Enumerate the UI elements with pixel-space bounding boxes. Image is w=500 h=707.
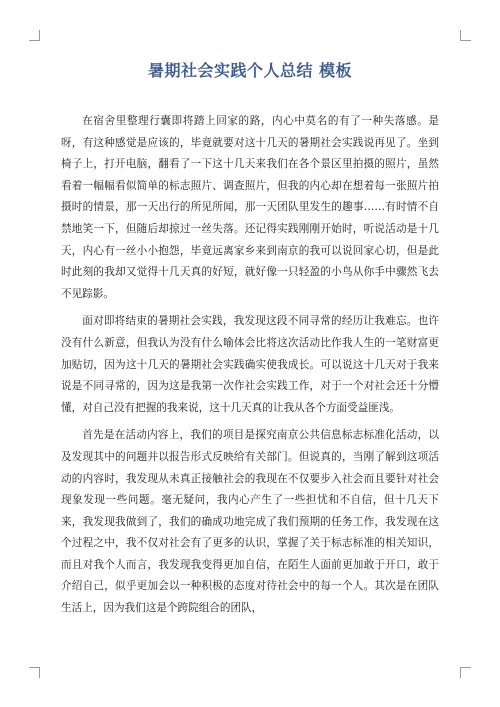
crop-mark-top-left — [29, 30, 40, 41]
paragraph-2: 面对即将结束的暑期社会实践，我发现这段不同寻常的经历让我难忘。也许没有什么新意，但我认为没有什么喻体会比将这次活动比作我人生的一笔财富更加贴切，因为这十几天的暑期社会实践确实使我成长。可以说这十几天对于我来说是不同寻常的，因为这是我第一次作社会实践工作，对于一个对社会还十分懵懂，对自己没有把握的我来说，这十几天真的让我从各个方面受益匪浅。 — [61, 315, 439, 414]
crop-mark-bottom-right — [460, 667, 471, 678]
crop-mark-bottom-left — [29, 667, 40, 678]
crop-mark-top-right — [460, 30, 471, 41]
paragraph-3: 首先是在活动内容上，我们的项目是探究南京公共信息标志标准化活动，以及发现其中的问题并以报告形式反映给有关部门。但说真的，当刚了解到这项活动的内容时，我发现从未真正接触社会的我现在不仅要步入社会而且要针对社会现象发现一些问题。毫无疑问，我内心产生了一些担忧和不自信，但十几天下来，我发现我做到了，我们的确成功地完成了我们预期的任务工作，我发现在这个过程之中，我不仅对社会有了更多的认识，掌握了关于标志标准的相关知识，而且对我个人而言，我发现我变得更加自信，在陌生人面前更加敢于开口，敢于介绍自己，似乎更加会以一种积极的态度对待社会中的每一个人。其次是在团队生活上，因为我们这是个跨院组合的团队， — [61, 429, 439, 615]
document-body — [61, 111, 439, 620]
document-title: 暑期社会实践个人总结 模板 — [147, 61, 353, 80]
paragraph-1: 在宿舍里整理行囊即将踏上回家的路，内心中莫名的有了一种失落感。是呀，有这种感觉是应该的，毕竟就要对这十几天的暑期社会实践说再见了。坐到椅子上，打开电脑，翻看了一下这十几天来我们在各个景区里拍摄的照片，虽然看着一幅幅看似简单的标志照片、调查照片，但我的内心却在想着每一张照片拍摄时的情景，那一天出行的所见所闻，那一天团队里发生的趣事……有时情不自禁地笑一下，但随后却掠过一丝失落。还记得实践刚刚开始时，听说活动是十几天，内心有一丝小小抱怨，毕竟远离家乡来到南京的我可以说回家心切，但是此时此刻的我却又觉得十几天真的好短，就好像一只轻盈的小鸟从你手中骤然飞去不见踪影。 — [61, 115, 439, 300]
